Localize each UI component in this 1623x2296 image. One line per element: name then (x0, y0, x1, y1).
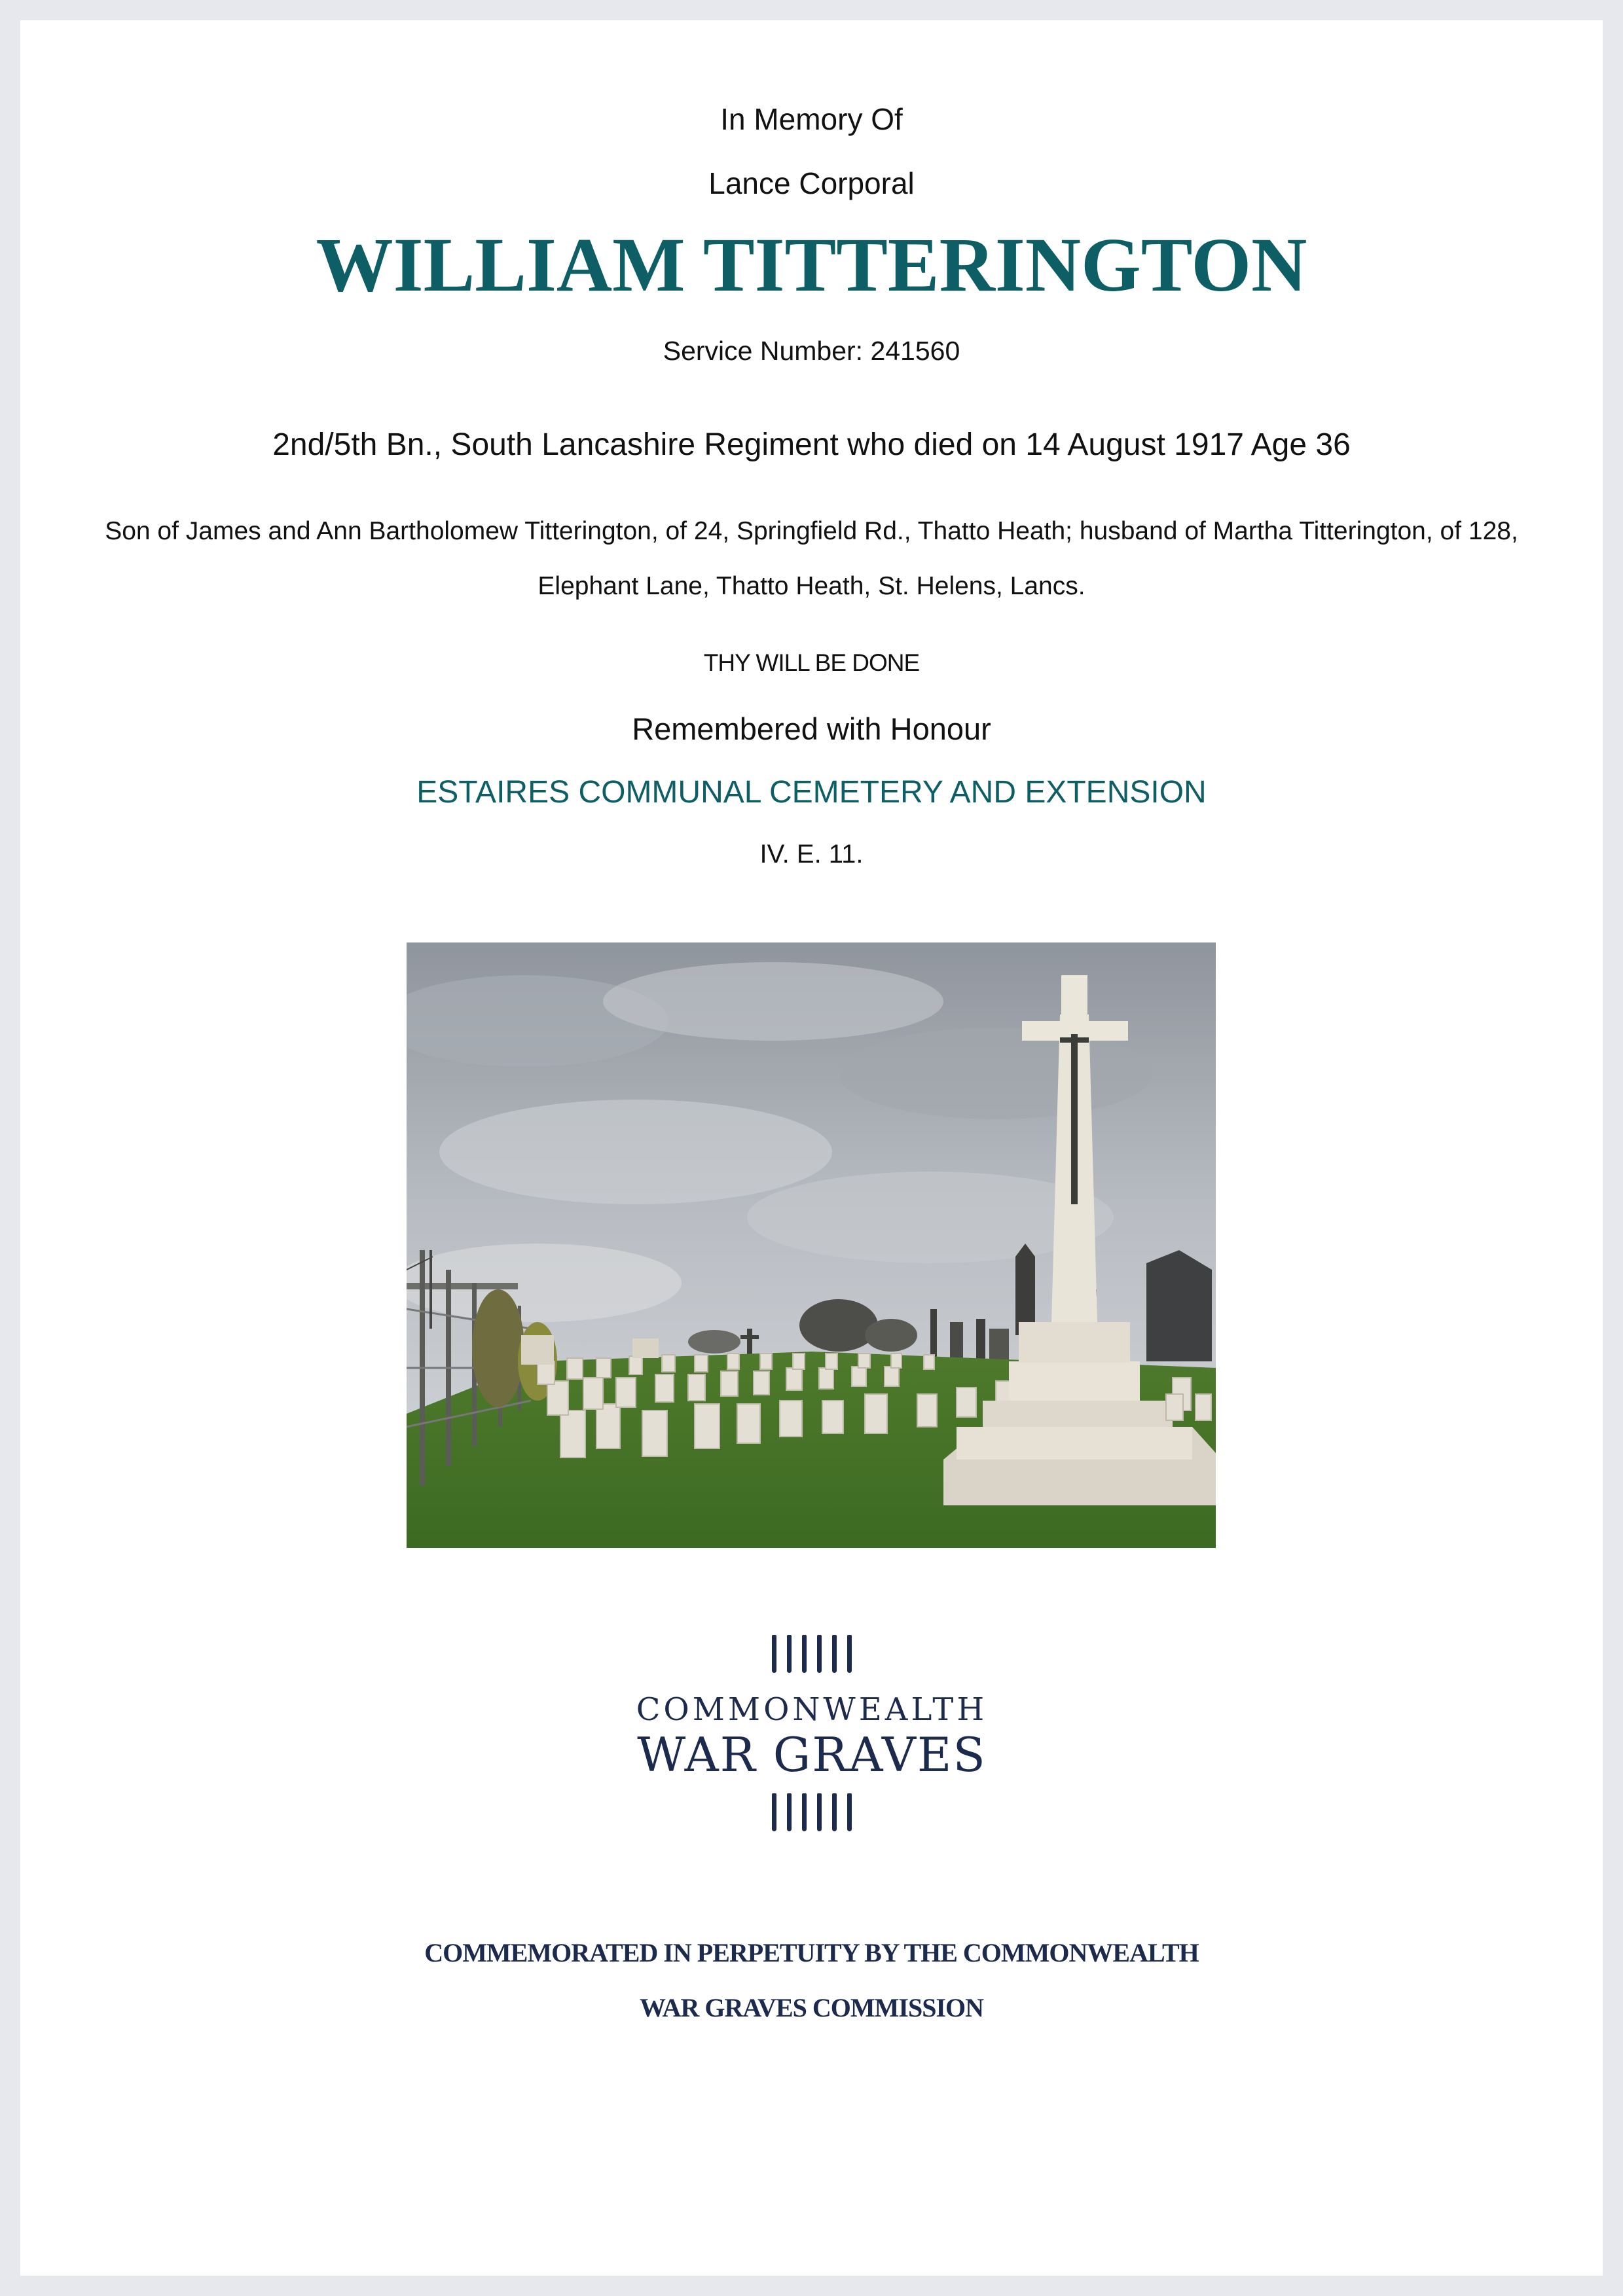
remembered-with-honour: Remembered with Honour (632, 711, 991, 746)
family-line-1: Son of James and Ann Bartholomew Titterington, of 24, Springfield Rd., Thatto Heath; husband of Martha Titterington, of 128, (105, 517, 1518, 545)
logo-top-bars (629, 1635, 995, 1673)
rank-label: Lance Corporal (708, 166, 915, 200)
footer-line-1: COMMEMORATED IN PERPETUITY BY THE COMMONWEALTH (424, 1938, 1199, 1967)
cemetery-photo (407, 942, 1216, 1548)
soldier-name: WILLIAM TITTERINGTON (316, 222, 1307, 308)
epitaph: THY WILL BE DONE (703, 649, 920, 676)
grave-reference: IV. E. 11. (759, 840, 864, 869)
logo-bottom-bars (629, 1793, 995, 1831)
logo-commonwealth: COMMONWEALTH (636, 1691, 988, 1728)
service-number: Service Number: 241560 (663, 336, 960, 366)
unit-and-death-line: 2nd/5th Bn., South Lancashire Regiment who died on 14 August 1917 Age 36 (272, 427, 1351, 462)
family-details (0, 504, 1623, 614)
cwgc-logo (629, 1630, 995, 1846)
commemoration-footer (0, 1926, 1623, 2036)
in-memory-heading: In Memory Of (720, 102, 903, 136)
family-line-2: Elephant Lane, Thatto Heath, St. Helens, Lancs. (538, 572, 1085, 600)
cemetery-name: ESTAIRES COMMUNAL CEMETERY AND EXTENSION (416, 775, 1207, 810)
footer-line-2: WAR GRAVES COMMISSION (639, 1993, 983, 2022)
logo-war-graves: WAR GRAVES (637, 1727, 987, 1782)
